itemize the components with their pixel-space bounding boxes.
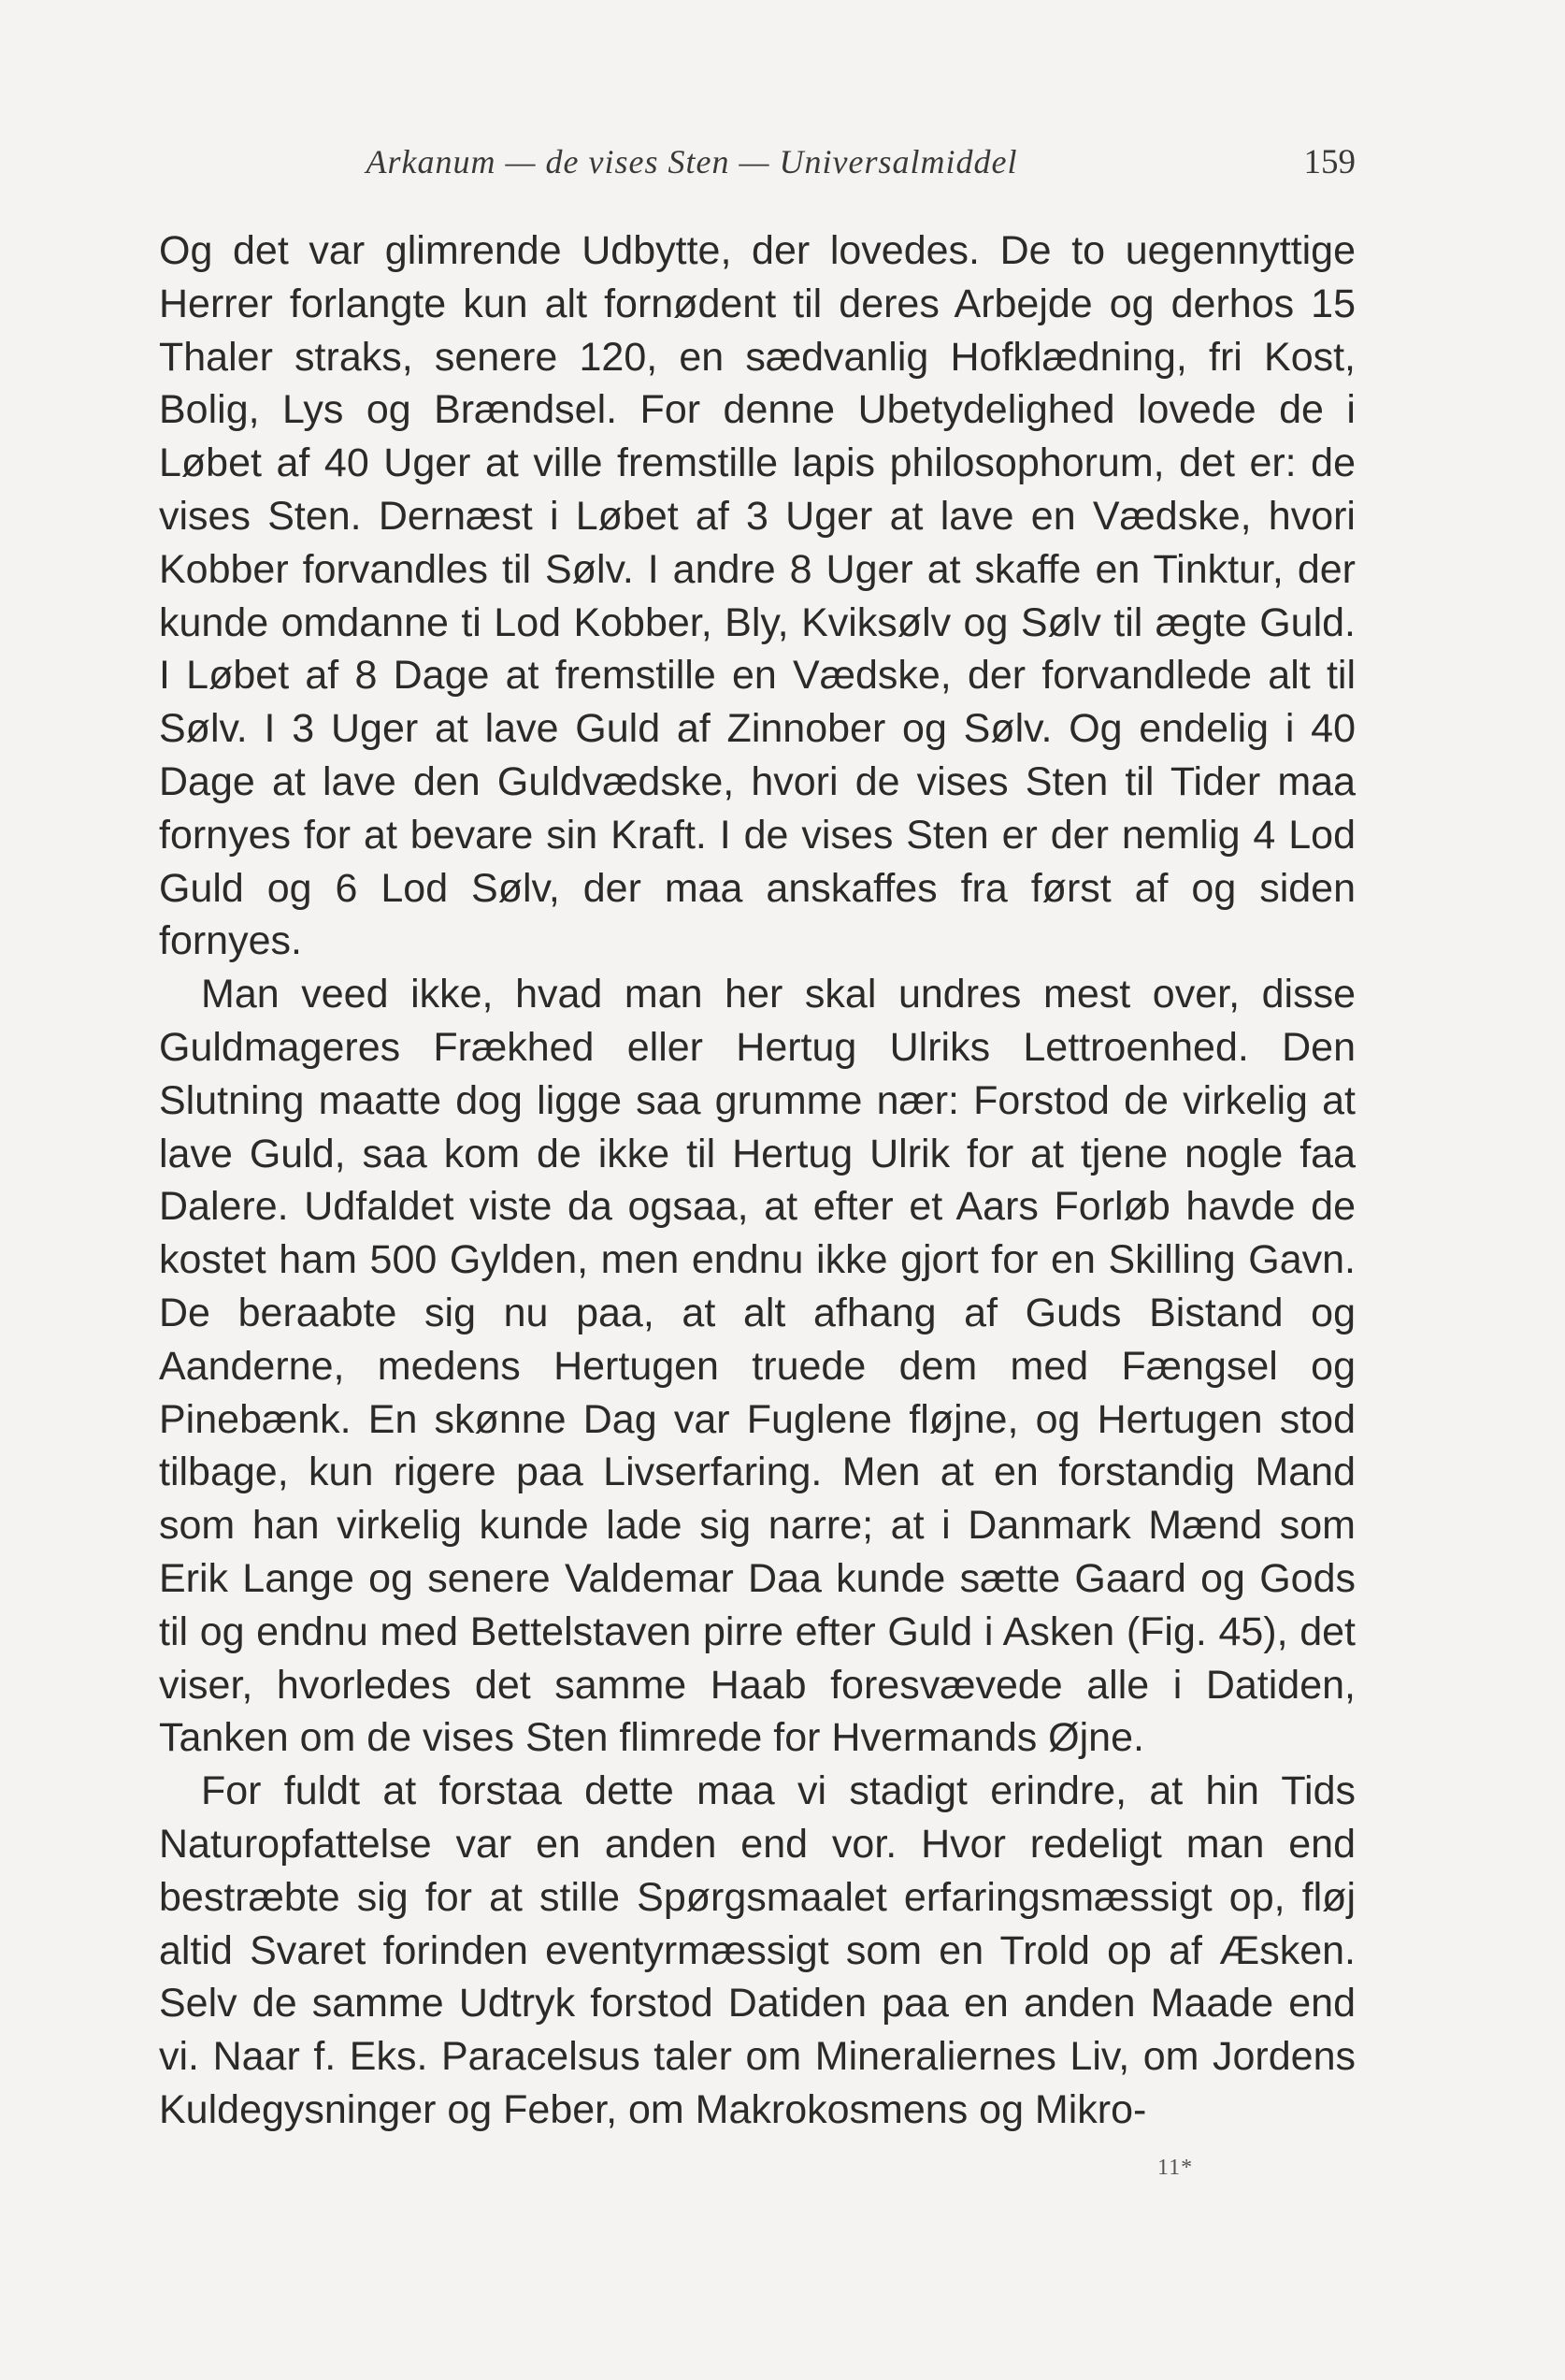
paragraph-1: Og det var glimrende Udbytte, der lovedes. De to uegennyttige Herrer forlangte kun alt fornødent til deres Arbejde og derhos 15 Thaler straks, senere 120, en sædvanlig Hofklædning, fri Kost, Bolig, Lys og Brændsel. For denne Ubetydelighed lovede de i Løbet af 40 Uger at ville fremstille lapis philosophorum, det er: de vises Sten. Dernæst i Løbet af 3 Uger at lave en Vædske, hvori Kobber forvandles til Sølv. I andre 8 Uger at skaffe en Tinktur, der kunde omdanne ti Lod Kobber, Bly, Kviksølv og Sølv til ægte Guld. I Løbet af 8 Dage at fremstille en Vædske, der forvandlede alt til Sølv. I 3 Uger at lave Guld af Zinnober og Sølv. Og endelig i 40 Dage at lave den Guldvædske, hvori de vises Sten til Tider maa fornyes for at bevare sin Kraft. I de vises Sten er der nemlig 4 Lod Guld og 6 Lod Sølv, der maa anskaffes fra først af og siden fornyes. bbox=[159, 228, 1356, 964]
paragraph-2: Man veed ikke, hvad man her skal undres mest over, disse Guldmageres Frækhed eller Hertug Ulriks Lettroenhed. Den Slutning maatte dog ligge saa grumme nær: Forstod de virkelig at lave Guld, saa kom de ikke til Hertug Ulrik for at tjene nogle faa Dalere. Udfaldet viste da ogsaa, at efter et Aars Forløb havde de kostet ham 500 Gylden, men endnu ikke gjort for en Skilling Gavn. De beraabte sig nu paa, at alt afhang af Guds Bistand og Aanderne, medens Hertugen truede dem med Fængsel og Pinebænk. En skønne Dag var Fuglene fløjne, og Hertugen stod tilbage, kun rigere paa Livserfaring. Men at en forstandig Mand som han virkelig kunde lade sig narre; at i Danmark Mænd som Erik Lange og senere Valdemar Daa kunde sætte Gaard og Gods til og endnu med Bettelstaven pirre efter Guld i Asken (Fig. 45), det viser, hvorledes det samme Haab foresvævede alle i Datiden, Tanken om de vises Sten flimrede for Hvermands Øjne. bbox=[159, 972, 1356, 1761]
page-number: 159 bbox=[1303, 143, 1356, 181]
running-title: Arkanum — de vises Sten — Universalmiddel bbox=[366, 143, 1018, 180]
running-header bbox=[159, 142, 1356, 198]
paragraph-3: For fuldt at forstaa dette maa vi stadigt erindre, at hin Tids Naturopfattelse var en anden end vor. Hvor redeligt man end bestræbte sig for at stille Spørgsmaalet erfaringsmæssigt op, fløj altid Svaret forinden eventyrmæssigt som en Trold op af Æsken. Selv de samme Udtryk forstod Datiden paa en anden Maade end vi. Naar f. Eks. Paracelsus taler om Mineraliernes Liv, om Jordens Kuldegysninger og Feber, om Makrokosmens og Mikro- bbox=[159, 1768, 1356, 2132]
body-text bbox=[159, 224, 1356, 2137]
signature-mark: 11* bbox=[1157, 2156, 1194, 2180]
